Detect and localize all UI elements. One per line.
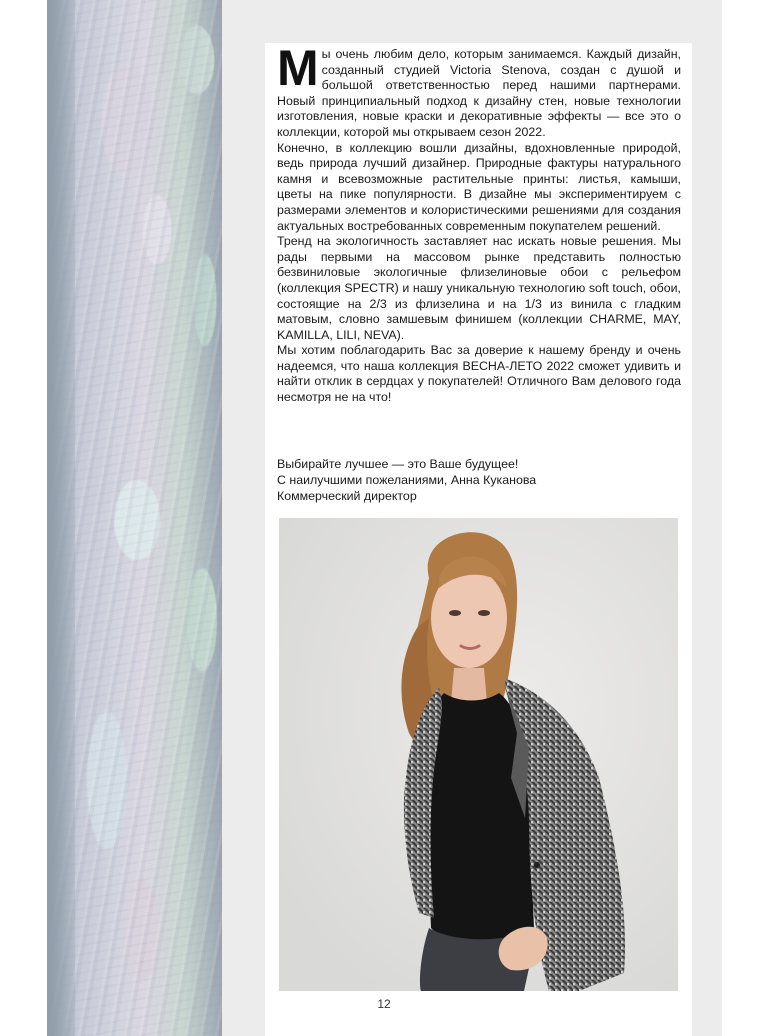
signoff-regards: С наилучшими пожеланиями, Анна Куканова bbox=[277, 472, 537, 487]
portrait-illustration bbox=[279, 518, 678, 991]
marble-texture-strip bbox=[47, 0, 222, 1036]
signoff-motto: Выбирайте лучшее — это Ваше будущее! bbox=[277, 457, 519, 471]
letter-body bbox=[277, 40, 681, 406]
portrait-photo bbox=[279, 518, 678, 991]
paragraph-1: ы очень любим дело, которым занимаемся. Каждый дизайн, созданный студией Victoria Stenova, создан с душой и большой ответственностью перед нашими партнерами. Новый принципиальный подход к дизайну стен, новые технологии изготовления, новые краски и декоративные эффекты — все это о коллекции, которой мы открываем сезон 2022. bbox=[277, 47, 681, 139]
page-number: 12 bbox=[377, 997, 391, 1011]
paragraph-2: Конечно, в коллекцию вошли дизайны, вдохновленные природой, ведь природа лучший дизайнер. Природные фактуры натурального камня и всевозможные растительные принты: листья, камыши, цветы на пике популярности. В дизайне мы экспериментируем с размерами элементов и колористическими решениями для создания актуальных востребованных современным покупателем решений. bbox=[277, 140, 681, 233]
signoff-title: Коммерческий директор bbox=[277, 488, 417, 503]
signoff bbox=[277, 457, 681, 504]
paragraph-3: Тренд на экологичность заставляет нас искать новые решения. Мы рады первыми на массовом рынке представить полностью безвиниловые экологичные флизелиновые обои с рельефом (коллекция SPECTR) и нашу уникальную технологию soft touch, обои, состоящие на 2/3 из флизелина и на 1/3 из винила с гладким матовым, словно замшевым финишем (коллекции CHARME, MAY, KAMILLA, LILI, NEVA). bbox=[277, 234, 681, 342]
paragraph-4: Мы хотим поблагодарить Вас за доверие к нашему бренду и очень надеемся, что наша коллекция ВЕСНА-ЛЕТО 2022 сможет удивить и найти отклик в сердцах у покупателей! Отличного Вам делового года несмотря не на что! bbox=[277, 343, 681, 405]
drop-cap: М bbox=[277, 40, 319, 96]
